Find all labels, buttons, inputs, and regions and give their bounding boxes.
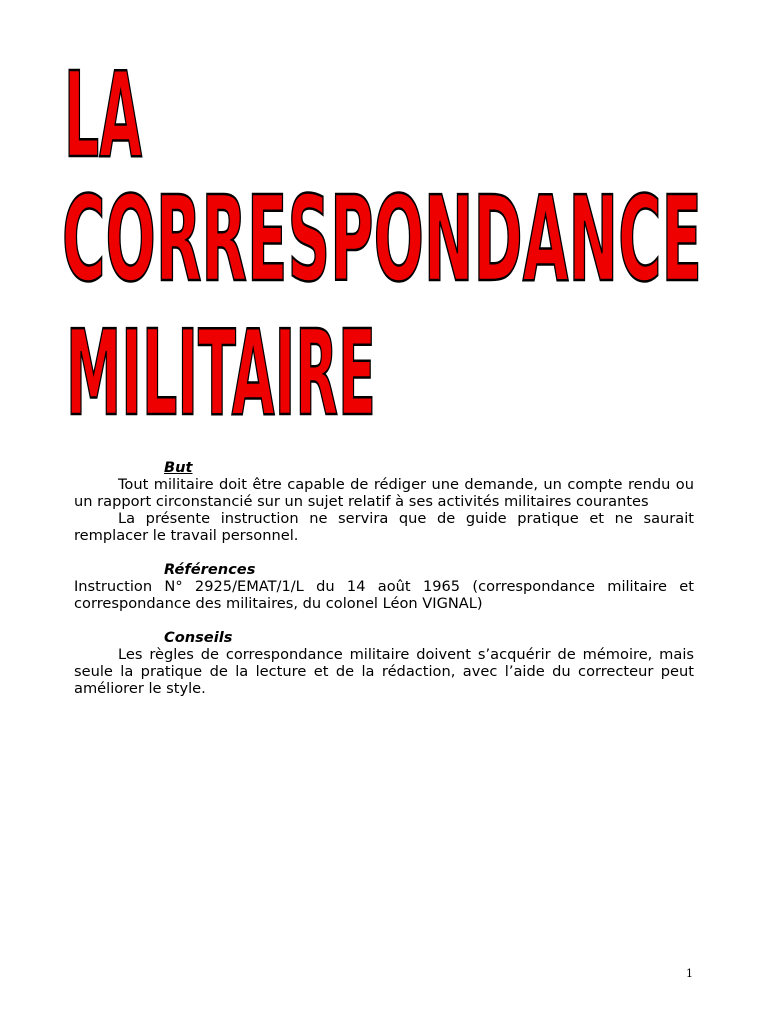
spacer — [74, 544, 694, 561]
spacer — [74, 612, 694, 629]
title-line-1: LA — [64, 58, 142, 184]
but-paragraph-2: La présente instruction ne servira que de guide pratique et ne saurait remplacer le travail personnel. — [74, 510, 694, 544]
title-line-2: CORRESPONDANCE — [62, 170, 702, 308]
page-number: 1 — [686, 967, 693, 980]
document-title — [62, 58, 712, 418]
title-line-3: MILITAIRE — [66, 304, 376, 418]
section-heading-but: But — [164, 459, 193, 476]
document-body — [74, 459, 694, 697]
section-heading-references: Références — [164, 561, 256, 578]
title-wordart — [62, 58, 712, 418]
conseils-paragraph: Les règles de correspondance militaire doivent s’acquérir de mémoire, mais seule la pratique de la lecture et de la rédaction, avec l’aide du correcteur peut améliorer le style. — [74, 646, 694, 697]
section-heading-conseils: Conseils — [164, 629, 233, 646]
but-paragraph-1: Tout militaire doit être capable de rédiger une demande, un compte rendu ou un rapport circonstancié sur un sujet relatif à ses activités militaires courantes — [74, 476, 694, 510]
references-paragraph: Instruction N° 2925/EMAT/1/L du 14 août 1965 (correspondance militaire et correspondance des militaires, du colonel Léon VIGNAL) — [74, 578, 694, 612]
